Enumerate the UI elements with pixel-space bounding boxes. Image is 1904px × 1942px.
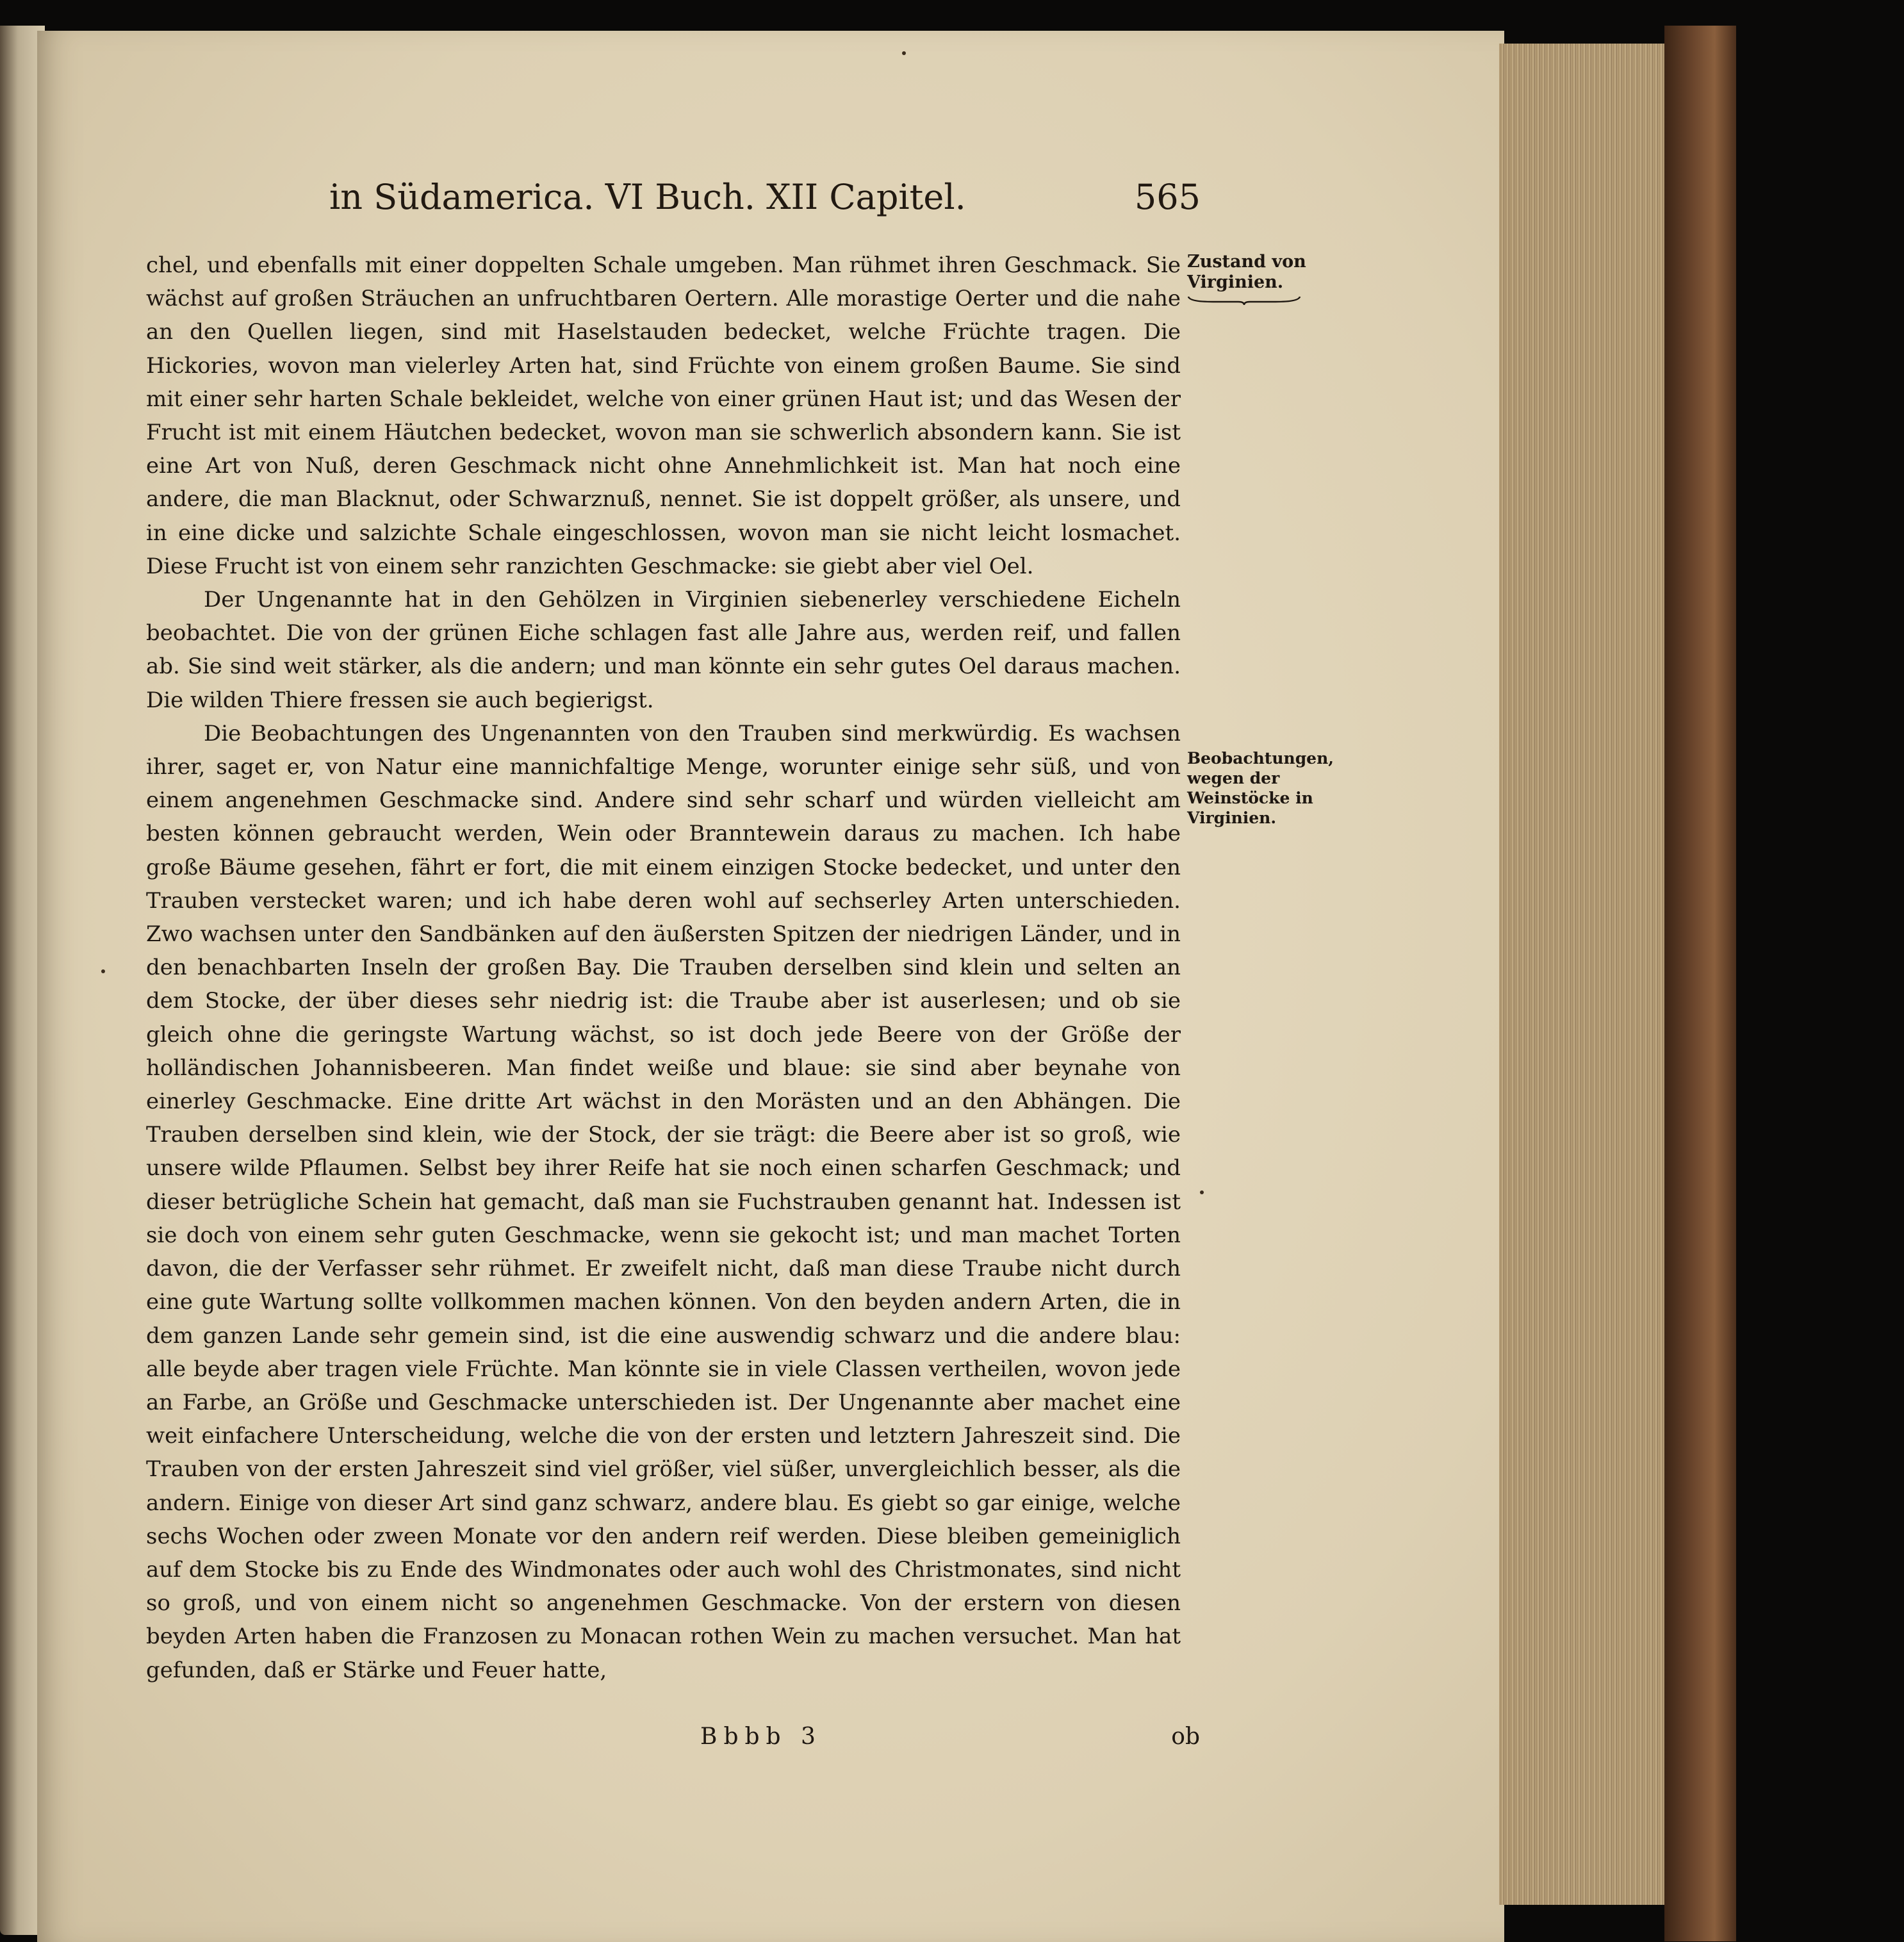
book-page <box>37 31 1504 1942</box>
paragraph-3: Die Beobachtungen des Ungenannten von den Trauben sind merkwürdig. Es wachsen ihrer, saget er, von Natur eine mannichfaltige Menge, worunter einige sehr süß, und von einem angenehmen Geschmacke sind. Andere sind sehr scharf und würden vielleicht am besten können gebraucht werden, Wein oder Branntewein daraus zu machen. Ich habe große Bäume gesehen, fährt er fort, die mit einem einzigen Stocke bedecket, und unter den Trauben verstecket waren; und ich habe deren wohl auf sechserley Arten unterschieden. Zwo wachsen unter den Sandbänken auf den äußersten Spitzen der niedrigen Länder, und in den benachbarten Inseln der großen Bay. Die Trauben derselben sind klein und selten an dem Stocke, der über dieses sehr niedrig ist: die Traube aber ist auserlesen; und ob sie gleich ohne die geringste Wartung wächst, so ist doch jede Beere von der Größe der holländischen Johannisbeeren. Man findet weiße und blaue: sie sind aber beynahe von einerley Geschmacke. Eine dritte Art wächst in den Morästen und an den Abhängen. Die Trauben derselben sind klein, wie der Stock, der sie trägt: die Beere aber ist so groß, wie unsere wilde Pflaumen. Selbst bey ihrer Reife hat sie noch einen scharfen Geschmack; und dieser betrügliche Schein hat gemacht, daß man sie Fuchstrauben genannt hat. Indessen ist sie doch von einem sehr guten Geschmacke, wenn sie gekocht ist; und man machet Torten davon, die der Verfasser sehr rühmet. Er zweifelt nicht, daß man diese Traube nicht durch eine gute Wartung sollte vollkommen machen können. Von den beyden andern Arten, die in dem ganzen Lande sehr gemein sind, ist die eine auswendig schwarz und die andere blau: alle beyde aber tragen viele Früchte. Man könnte sie in viele Classen vertheilen, wovon jede an Farbe, an Größe und Geschmacke unterschieden ist. Der Ungenannte aber machet eine weit einfachere Unterscheidung, welche die von der ersten und letztern Jahreszeit sind. Die Trauben von der ersten Jahreszeit sind viel größer, viel süßer, unvergleichlich besser, als die andern. Einige von dieser Art sind ganz schwarz, andere blau. Es giebt so gar einige, welche sechs Wochen oder zween Monate vor den andern reif werden. Diese bleiben gemeiniglich auf dem Stocke bis zu Ende des Windmonates oder auch wohl des Christmonates, sind nicht so groß, und von einem nicht so angenehmen Geschmacke. Von der erstern von diesen beyden Arten haben die Franzosen zu Monacan rothen Wein zu machen versuchet. Man hat gefunden, daß er Stärke und Feuer hatte, <box>146 720 1181 1683</box>
marginal-note-state <box>1187 252 1341 306</box>
paper-speck <box>101 969 105 973</box>
catchword: ob <box>1171 1724 1200 1750</box>
paragraph-1: chel, und ebenfalls mit einer doppelten Schale umgeben. Man rühmet ihren Geschmack. Sie wächst auf großen Sträuchen an unfruchtbaren Oertern. Alle morastige Oerter und die nahe an den Quellen liegen, sind mit Haselstauden bedecket, welche Früchte tragen. Die Hickories, wovon man vielerley Arten hat, sind Früchte von einem großen Baume. Sie sind mit einer sehr harten Schale bekleidet, welche von einer grünen Haut ist; und das Wesen der Frucht ist mit einem Häutchen bedecket, wovon man sie schwerlich absondern kann. Sie ist eine Art von Nuß, deren Geschmack nicht ohne Annehmlichkeit ist. Man hat noch eine andere, die man Blacknut, oder Schwarznuß, nennet. Sie ist doppelt größer, als unsere, und in eine dicke und salzichte Schale eingeschlossen, wovon man sie nicht leicht losmachet. Diese Frucht ist von einem sehr ranzichten Geschmacke: sie giebt aber viel Oel. <box>146 252 1181 579</box>
paper-speck <box>1200 1190 1204 1194</box>
brace-ornament <box>1187 295 1301 306</box>
main-text <box>146 249 1181 1687</box>
running-title: in Südamerica. VI Buch. XII Capitel. <box>329 177 966 217</box>
paragraph-2: Der Ungenannte hat in den Gehölzen in Virginien siebenerley verschiedene Eicheln beobachtet. Die von der grünen Eiche schlagen fast alle Jahre aus, werden reif, und fallen ab. Sie sind weit stärker, als die andern; und man könnte ein sehr gutes Oel daraus machen. Die wilden Thiere fressen sie auch begierigst. <box>146 587 1181 713</box>
book-cover-edge <box>1664 26 1736 1941</box>
marginal-note-observations <box>1187 748 1334 828</box>
page-header <box>329 177 1201 222</box>
paper-speck <box>902 51 906 55</box>
marginal-note-text: Zustand von Virginien. <box>1187 252 1306 292</box>
signature-mark: Bbbb 3 <box>700 1724 822 1750</box>
page-footer <box>700 1724 1200 1762</box>
page-number: 565 <box>1134 177 1201 217</box>
marginal-note-text: Beobachtungen, wegen der Weinstöcke in Virginien. <box>1187 749 1334 827</box>
page-block-edge <box>1499 44 1666 1905</box>
background <box>1736 26 1904 1942</box>
